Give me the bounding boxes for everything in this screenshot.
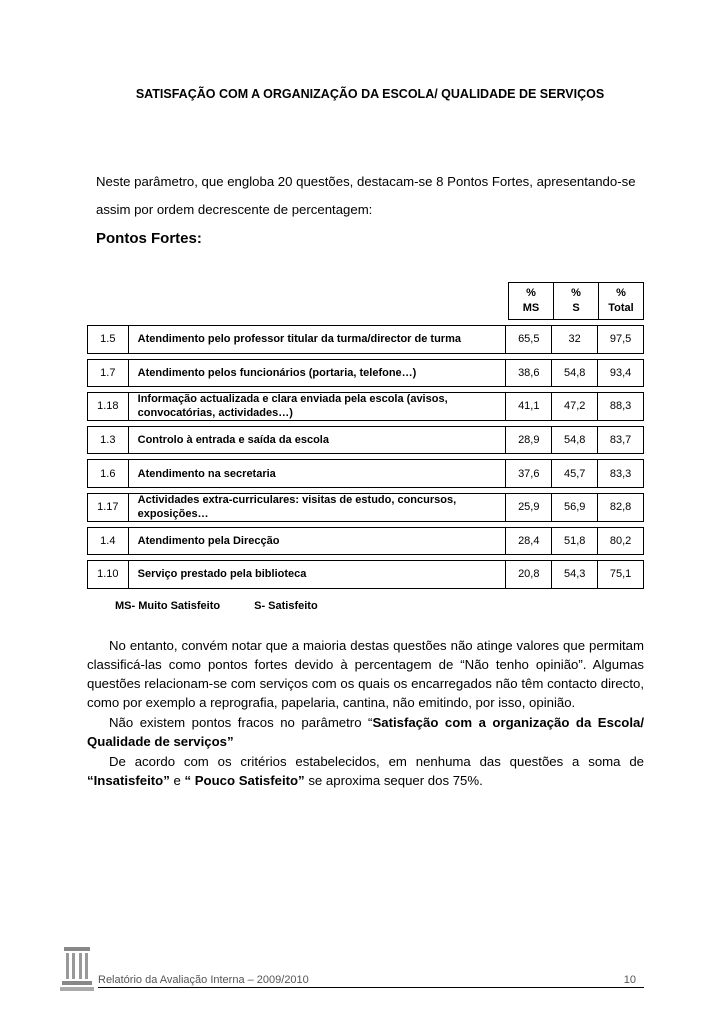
row-total: 83,7 [609,434,632,447]
row-number: 1.17 [88,494,129,521]
paragraph-2 [87,713,644,751]
row-total: 80,2 [609,534,632,547]
row-ms: 25,9 [506,494,552,521]
header-s-label: S [572,302,580,314]
row-total: 75,1 [609,568,632,581]
row-description: Atendimento na secretaria [129,460,507,487]
pontos-fortes-heading: Pontos Fortes: [96,230,202,247]
page-title: SATISFAÇÃO COM A ORGANIZAÇÃO DA ESCOLA/ QUALIDADE DE SERVIÇOS [135,87,605,101]
row-ms: 20,8 [506,561,552,588]
header-total-percent: % [616,287,626,299]
row-total: 97,5 [609,333,632,346]
table-header [508,282,644,320]
row-ms: 28,4 [506,528,552,555]
page-footer [98,974,644,988]
paragraph-3-text: De acordo com os critérios estabelecidos, em nenhuma das questões a soma de [109,754,644,769]
body-text [87,636,644,791]
paragraph-1: No entanto, convém notar que a maioria destas questões não atinge valores que permitam classificá-las como pontos fortes devido à percentagem de “Não tenho opinião”. Algumas questões relacionam-se com serviços com os quais os encarregados não têm contacto directo, como por exemplo a reprografia, papelaria, cantina, não emitindo, por isso, opinião. [87,638,644,710]
row-total: 82,8 [609,501,632,514]
row-description: Controlo à entrada e saída da escola [129,427,507,454]
row-s: 56,9 [552,494,598,521]
row-total: 93,4 [609,366,632,379]
paragraph-3-end: se aproxima sequer dos 75%. [304,773,483,788]
row-ms: 37,6 [506,460,552,487]
table-row [87,527,644,556]
row-number: 1.4 [88,528,129,555]
header-total-label: Total [608,302,634,314]
row-ms: 41,1 [506,393,552,420]
row-description: Actividades extra-curriculares: visitas de estudo, concursos, exposições… [129,494,507,521]
legend-ms: MS- Muito Satisfeito [115,600,221,612]
header-s [553,283,598,319]
page-number: 10 [623,974,636,986]
table-row [87,359,644,388]
row-s: 47,2 [552,393,598,420]
row-description: Informação actualizada e clara enviada pela escola (avisos, convocatórias, actividades…) [129,393,507,420]
paragraph-3-mid: e [169,773,185,788]
row-description: Atendimento pelos funcionários (portaria, telefone…) [129,360,507,387]
row-s: 32 [552,326,598,353]
header-total [598,283,643,319]
paragraph-3-bold-1: “Insatisfeito” [87,773,170,788]
paragraph-2-text: Não existem pontos fracos no parâmetro “ [109,715,373,730]
row-number: 1.7 [88,360,129,387]
row-ms: 65,5 [506,326,552,353]
table-row [87,459,644,488]
table-row [87,325,644,354]
legend-s: S- Satisfeito [254,600,318,612]
table-row [87,426,644,455]
row-s: 51,8 [552,528,598,555]
row-number: 1.6 [88,460,129,487]
row-description: Serviço prestado pela biblioteca [129,561,507,588]
row-description: Atendimento pela Direcção [129,528,507,555]
table-row [87,392,644,421]
row-s: 54,8 [552,360,598,387]
pontos-fortes-table [87,325,644,594]
footer-text: Relatório da Avaliação Interna – 2009/2010 [98,974,309,986]
school-logo-icon [60,945,94,995]
row-s: 54,8 [552,427,598,454]
row-s: 54,3 [552,561,598,588]
table-row [87,493,644,522]
row-number: 1.10 [88,561,129,588]
row-description: Atendimento pelo professor titular da turma/director de turma [129,326,507,353]
row-s: 45,7 [552,460,598,487]
header-ms-label: MS [522,302,540,314]
row-total: 83,3 [609,467,632,480]
paragraph-2-bold: Satisfação com a organização da Escola/ Qualidade de serviços” [87,715,644,749]
table-row [87,560,644,589]
header-ms [509,283,553,319]
row-ms: 28,9 [506,427,552,454]
paragraph-3-bold-2: “ Pouco Satisfeito” [184,773,305,788]
row-number: 1.18 [88,393,129,420]
row-ms: 38,6 [506,360,552,387]
intro-paragraph: Neste parâmetro, que engloba 20 questões, destacam-se 8 Pontos Fortes, apresentando-se assim por ordem decrescente de percentagem: [96,174,636,217]
row-number: 1.3 [88,427,129,454]
paragraph-3 [87,752,644,790]
header-s-percent: % [571,287,581,299]
header-ms-percent: % [526,287,536,299]
table-legend [115,600,318,612]
row-total: 88,3 [609,400,632,413]
row-number: 1.5 [88,326,129,353]
